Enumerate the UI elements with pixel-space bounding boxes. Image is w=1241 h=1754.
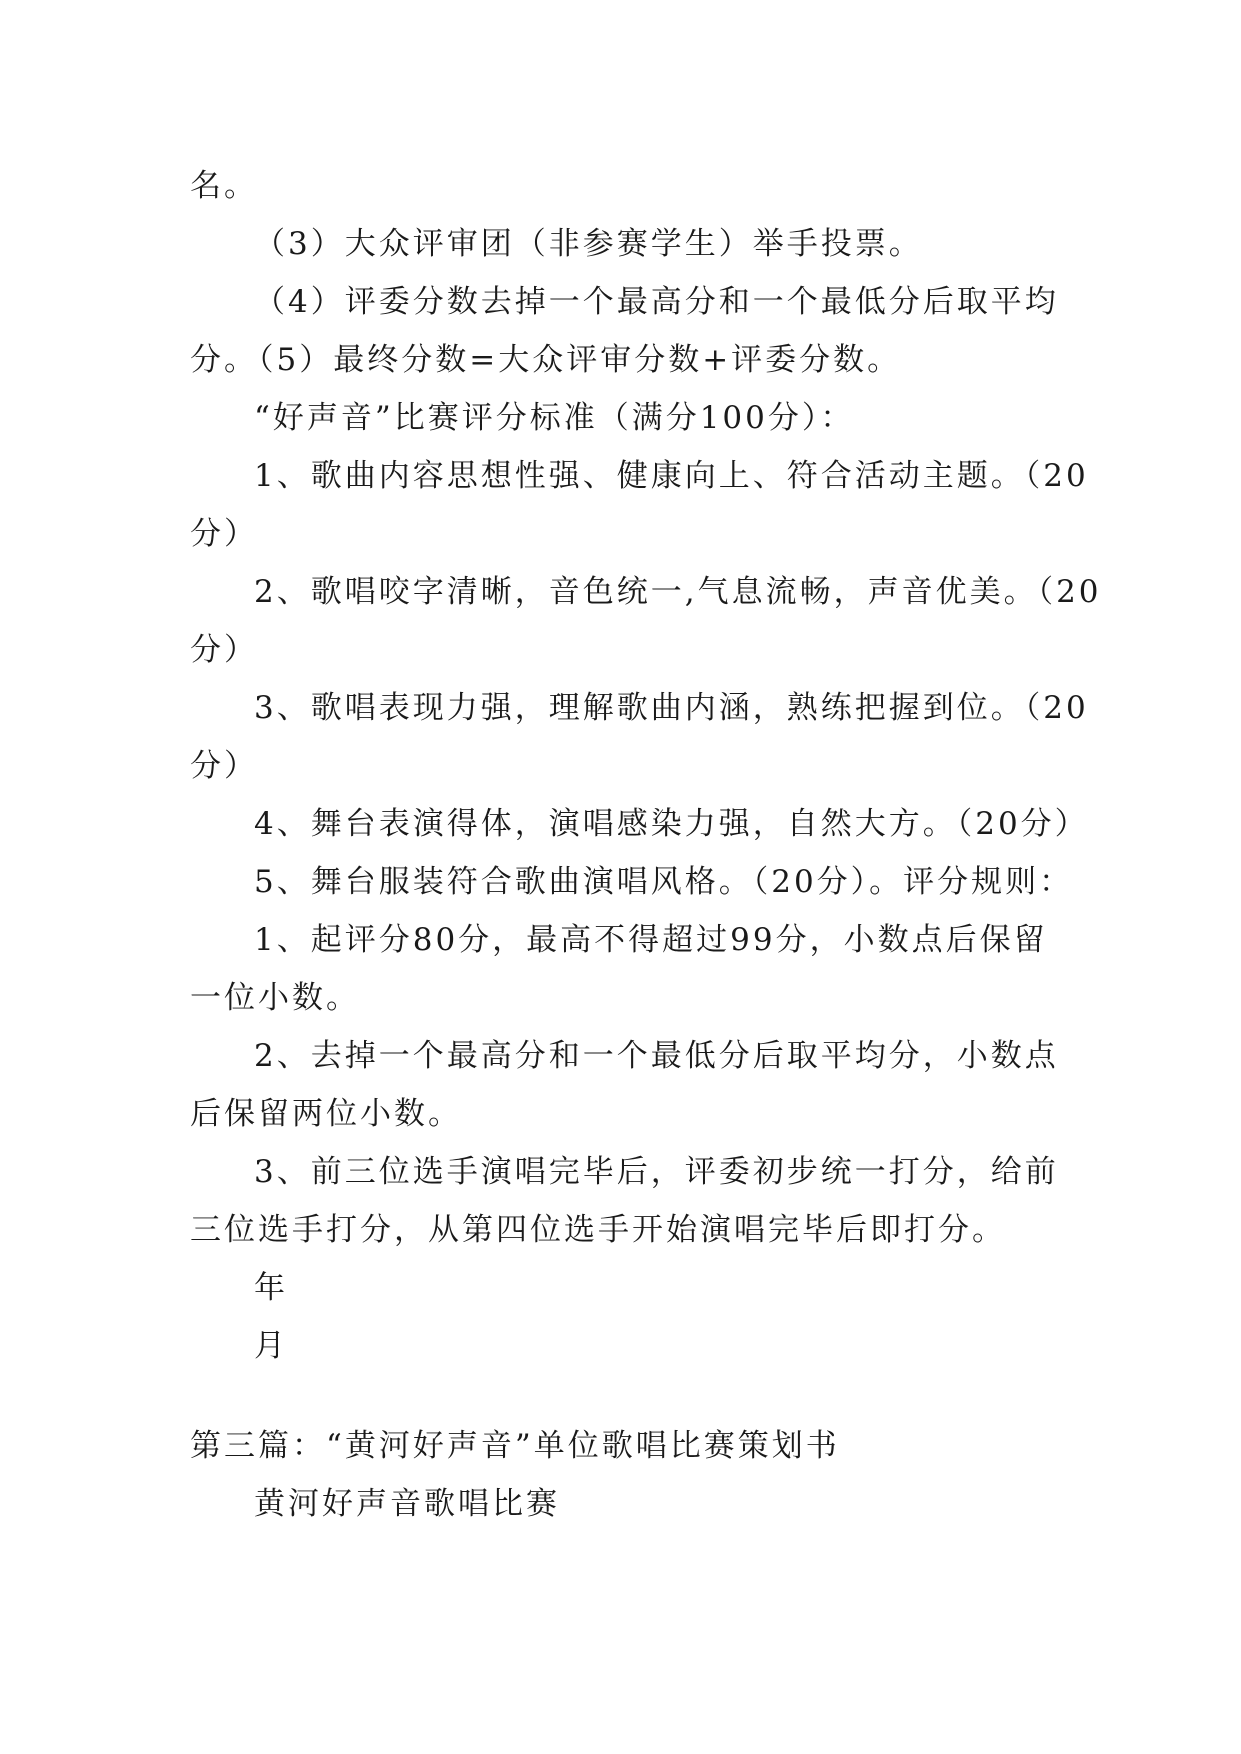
- text-line: 分）: [190, 632, 258, 668]
- text-line: 分）: [190, 748, 258, 784]
- text-line: 1、歌曲内容思想性强、健康向上、符合活动主题。（20: [254, 458, 1089, 494]
- section-heading: 第三篇：“黄河好声音”单位歌唱比赛策划书: [190, 1428, 840, 1464]
- text-line: 后保留两位小数。: [190, 1096, 462, 1132]
- text-line: 2、去掉一个最高分和一个最低分后取平均分，小数点: [254, 1038, 1059, 1074]
- text-line: 分。（5）最终分数=大众评审分数+评委分数。: [190, 342, 902, 378]
- text-line: 1、起评分80分，最高不得超过99分，小数点后保留: [254, 922, 1048, 958]
- text-line: 4、舞台表演得体，演唱感染力强，自然大方。（20分）: [254, 806, 1089, 842]
- text-line: （3）大众评审团（非参赛学生）举手投票。: [254, 226, 923, 262]
- text-line: 月: [254, 1328, 288, 1364]
- text-line: 3、歌唱表现力强，理解歌曲内涵，熟练把握到位。（20: [254, 690, 1089, 726]
- text-line: 三位选手打分，从第四位选手开始演唱完毕后即打分。: [190, 1212, 1006, 1248]
- text-line: 3、前三位选手演唱完毕后，评委初步统一打分，给前: [254, 1154, 1059, 1190]
- text-line: 年: [254, 1270, 288, 1306]
- text-line: 名。: [190, 168, 258, 204]
- text-line: 一位小数。: [190, 980, 360, 1016]
- text-line: （4）评委分数去掉一个最高分和一个最低分后取平均: [254, 284, 1059, 320]
- text-line: “好声音”比赛评分标准（满分100分）：: [254, 400, 855, 436]
- text-line: 2、歌唱咬字清晰，音色统一,气息流畅，声音优美。（20: [254, 574, 1102, 610]
- text-line: 分）: [190, 516, 258, 552]
- text-line: 5、舞台服装符合歌曲演唱风格。（20分）。评分规则：: [254, 864, 1074, 900]
- text-line: 黄河好声音歌唱比赛: [254, 1486, 560, 1522]
